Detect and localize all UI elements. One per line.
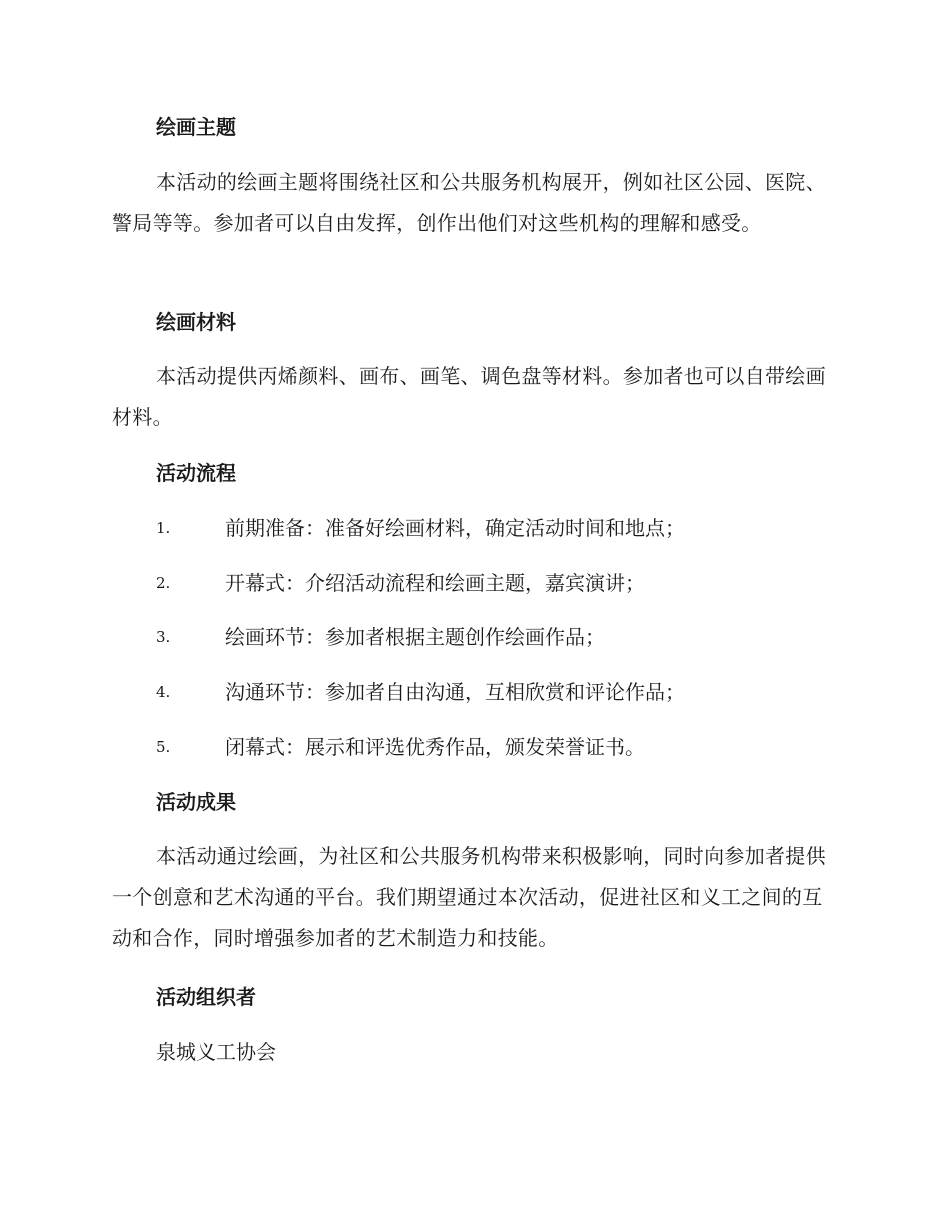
section-text-materials: 本活动提供丙烯颜料、画布、画笔、调色盘等材料。参加者也可以自带绘画材料。 [112,364,826,429]
process-list-item [112,733,832,761]
process-list-item [112,569,832,597]
organizer-name: 泉城义工协会 [156,1040,276,1064]
list-text: 闭幕式：展示和评选优秀作品，颁发荣誉证书。 [225,735,645,759]
section-heading-materials: 绘画材料 [156,310,236,334]
section-text-theme: 本活动的绘画主题将围绕社区和公共服务机构展开，例如社区公园、医院、警局等等。参加者可以自由发挥，创作出他们对这些机构的理解和感受。 [112,170,826,235]
section-heading-process: 活动流程 [156,461,236,485]
list-number: 4. [156,683,171,701]
list-text: 绘画环节：参加者根据主题创作绘画作品； [225,625,605,649]
section-heading-results: 活动成果 [156,790,236,814]
process-list-item [112,514,832,542]
list-number: 1. [156,519,171,537]
list-number: 2. [156,574,171,592]
list-number: 5. [156,738,171,756]
process-list-item [112,623,832,651]
process-list-item [112,678,832,706]
list-text: 沟通环节：参加者自由沟通，互相欣赏和评论作品； [225,680,685,704]
section-text-results: 本活动通过绘画，为社区和公共服务机构带来积极影响，同时向参加者提供一个创意和艺术沟通的平台。我们期望通过本次活动，促进社区和义工之间的互动和合作，同时增强参加者的艺术制造力和技能。 [112,844,826,950]
section-heading-organizer: 活动组织者 [156,985,256,1009]
section-heading-theme: 绘画主题 [156,115,236,139]
list-number: 3. [156,628,171,646]
list-text: 前期准备：准备好绘画材料，确定活动时间和地点； [225,516,685,540]
list-text: 开幕式：介绍活动流程和绘画主题，嘉宾演讲； [225,571,645,595]
